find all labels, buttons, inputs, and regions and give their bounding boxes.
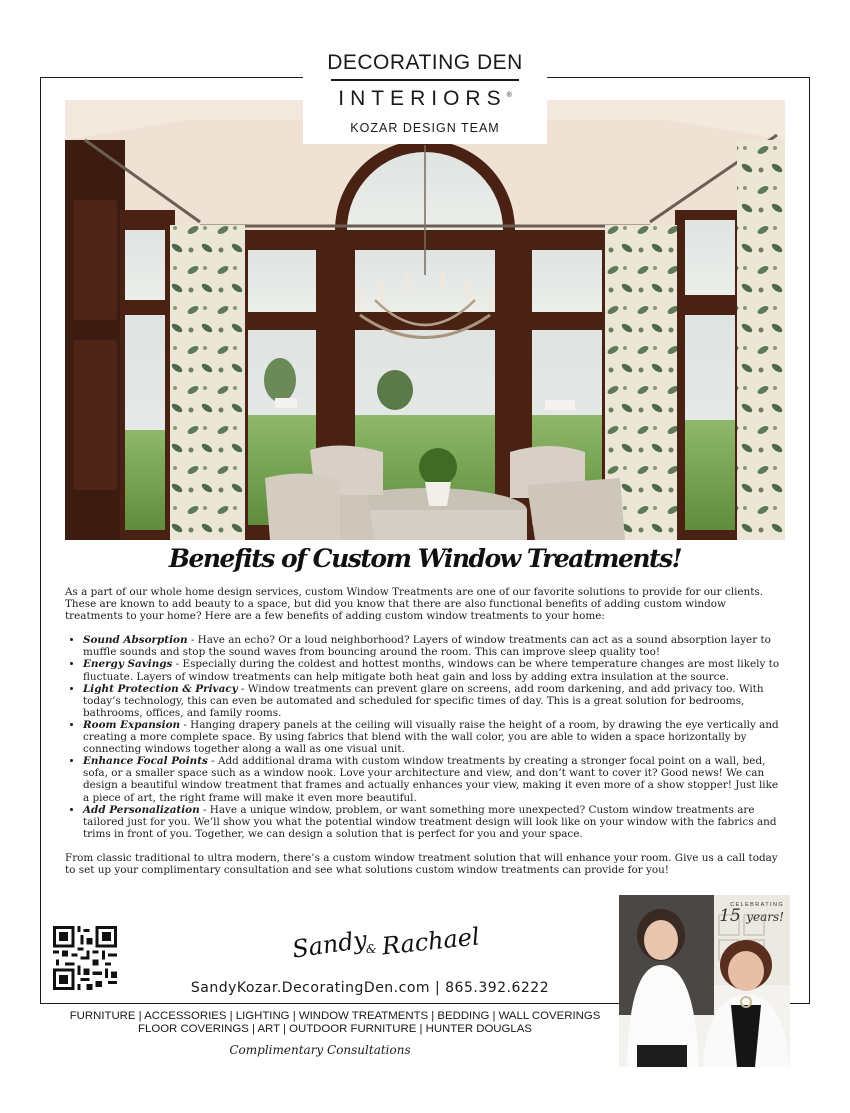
brand-team: KOZAR DESIGN TEAM	[350, 120, 500, 135]
benefits-list	[65, 634, 787, 840]
team-portrait	[619, 895, 790, 1067]
article-body	[65, 586, 787, 876]
services-list	[40, 1010, 630, 1036]
list-item: • Energy Savings - Especially during the coldest and hottest months, windows can be where temperature changes are most likely to fluctuate. Layers of window treatments can help mitigate both heat gain and loss by adding extra insulation at the source.	[83, 658, 787, 682]
contact-line[interactable]: SandyKozar.DecoratingDen.com | 865.392.6222	[190, 980, 550, 996]
svg-text:Rachael: Rachael	[380, 922, 481, 961]
brand-line2: INTERIORS®	[338, 86, 512, 110]
list-item: • Add Personalization - Have a unique window, problem, or want something more unexpected? Custom window treatments are tailored just for you. We’ll show you what the potential window treatment design will look like on your window with the fabrics and trims in front of you. Together, we can design a solution that is perfect for you and your space.	[83, 804, 787, 840]
brand-line1: DECORATING DEN	[327, 51, 523, 74]
svg-text:&: &	[366, 942, 377, 956]
brand-divider	[331, 79, 519, 81]
qr-code-icon[interactable]	[53, 926, 117, 990]
list-item: • Light Protection & Privacy - Window treatments can prevent glare on screens, add room darkening, and add privacy too. With today’s technology, this can even be automated and scheduled for specific times of day. This is a great solution for bedrooms, bathrooms, offices, and family rooms.	[83, 683, 787, 719]
services-line-1: FURNITURE | ACCESSORIES | LIGHTING | WINDOW TREATMENTS | BEDDING | WALL COVERINGS	[69, 1010, 601, 1022]
page-title: Benefits of Custom Window Treatments!	[168, 544, 682, 573]
hero-photo	[65, 100, 785, 540]
list-item: • Room Expansion - Hanging drapery panels at the ceiling will visually raise the height of a room, by drawing the eye vertically and creating a more complete space. By using fabrics that blend with the wall color, you are able to widen a space horizontally by connecting windows together along a wall as one visual unit.	[83, 719, 787, 755]
brand-logo	[303, 46, 547, 144]
anniversary-badge: CELEBRATING 15 years!	[719, 902, 784, 926]
svg-text:Sandy: Sandy	[290, 925, 369, 964]
list-item: • Enhance Focal Points - Add additional drama with custom window treatments by creating a stronger focal point on a wall, bed, sofa, or a smaller space such as a window nook. Love your architecture and view, and don’t want to cover it? Good news! We can design a beautiful window treatment that frames and actually enhances your view, making it even more of a show stopper! Just like a piece of art, the right frame will make it even more beautiful.	[83, 755, 787, 803]
list-item: • Sound Absorption - Have an echo? Or a loud neighborhood? Layers of window treatments can act as a sound absorption layer to muffle sounds and stop the sound waves from bouncing around the room. This can improve sleep quality too!	[83, 634, 787, 658]
intro-paragraph: As a part of our whole home design services, custom Window Treatments are one of our favorite solutions to provide for our clients. These are known to add beauty to a space, but did you know that there are also functional benefits of adding custom window treatments to your home? Here are a few benefits of adding custom window treatments to your home:	[65, 586, 764, 623]
signature-graphic	[286, 915, 481, 973]
closing-paragraph: From classic traditional to ultra modern, there’s a custom window treatment solution that will enhance your room. Give us a call today to set up your complimentary consultation and see what solutions custom window treatments can provide for you!	[65, 851, 778, 876]
services-line-2: FLOOR COVERINGS | ART | OUTDOOR FURNITURE | HUNTER DOUGLAS	[138, 1023, 532, 1035]
consultations-tagline: Complimentary Consultations	[229, 1043, 411, 1057]
